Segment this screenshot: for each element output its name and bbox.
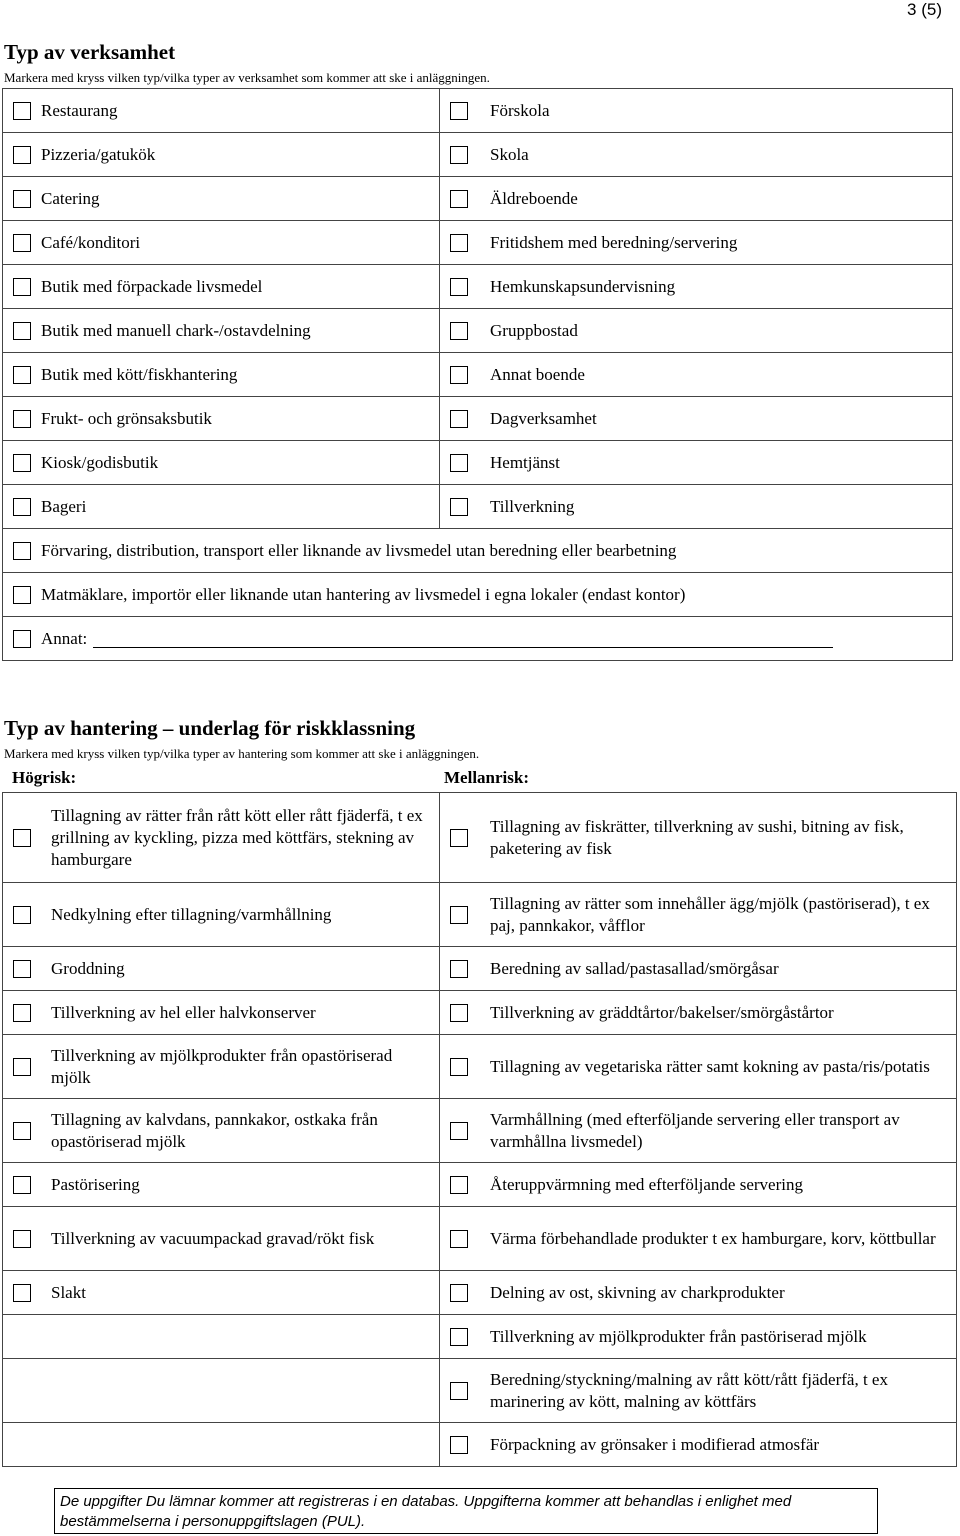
checkbox-label: Tillverkning av vacuumpackad gravad/rökt fisk xyxy=(51,1228,375,1248)
checkbox[interactable] xyxy=(13,454,31,472)
checkbox[interactable] xyxy=(450,960,468,978)
checkbox[interactable] xyxy=(450,454,468,472)
checkbox[interactable] xyxy=(13,1058,31,1076)
hantering-cell xyxy=(3,1035,440,1099)
verksamhet-row xyxy=(3,309,953,353)
verksamhet-row xyxy=(3,485,953,529)
hantering-row xyxy=(3,1099,957,1163)
verksamhet-row xyxy=(3,397,953,441)
checkbox-label: Tillverkning av mjölkprodukter från opastöriserad mjölk xyxy=(51,1045,393,1087)
section-title-verksamhet: Typ av verksamhet xyxy=(4,40,176,64)
checkbox-label: Slakt xyxy=(51,1282,86,1302)
checkbox-label: Tillagning av vegetariska rätter samt kokning av pasta/ris/potatis xyxy=(490,1056,930,1076)
checkbox[interactable] xyxy=(450,146,468,164)
verksamhet-full-row xyxy=(3,573,953,617)
checkbox[interactable] xyxy=(13,190,31,208)
checkbox[interactable] xyxy=(13,146,31,164)
checkbox[interactable] xyxy=(450,1284,468,1302)
checkbox[interactable] xyxy=(13,102,31,120)
checkbox[interactable] xyxy=(450,1004,468,1022)
hantering-row xyxy=(3,1163,957,1207)
section-subtitle-verksamhet: Markera med kryss vilken typ/vilka typer av verksamhet som kommer att ske i anläggningen. xyxy=(4,70,490,85)
checkbox-label: Nedkylning efter tillagning/varmhållning xyxy=(51,904,332,924)
verksamhet-row xyxy=(3,133,953,177)
header-mellanrisk: Mellanrisk: xyxy=(444,768,529,787)
checkbox-label: Frukt- och grönsaksbutik xyxy=(41,408,212,428)
verksamhet-row xyxy=(3,89,953,133)
checkbox-label: Hemkunskapsundervisning xyxy=(490,276,676,296)
checkbox[interactable] xyxy=(13,1122,31,1140)
hantering-cell xyxy=(3,947,440,991)
checkbox-label: Matmäklare, importör eller liknande utan hantering av livsmedel i egna lokaler (endast kontor) xyxy=(41,584,686,604)
hantering-cell xyxy=(3,1423,440,1467)
section-subtitle-hantering: Markera med kryss vilken typ/vilka typer av hantering som kommer att ske i anläggningen. xyxy=(4,746,480,761)
checkbox[interactable] xyxy=(13,542,31,560)
checkbox-label: Varmhållning (med efterföljande servering eller transport av varmhållna livsmedel) xyxy=(490,1109,900,1151)
checkbox-label: Delning av ost, skivning av charkprodukter xyxy=(490,1282,785,1302)
checkbox-label: Butik med kött/fiskhantering xyxy=(41,364,238,384)
hantering-cell xyxy=(440,1359,957,1423)
page-number: 3 (5) xyxy=(907,0,942,19)
verksamhet-cell xyxy=(440,397,953,441)
checkbox[interactable] xyxy=(13,498,31,516)
hantering-cell xyxy=(440,793,957,883)
checkbox-annat[interactable] xyxy=(13,630,31,648)
verksamhet-row xyxy=(3,177,953,221)
checkbox-label: Tillverkning av gräddtårtor/bakelser/smörgåstårtor xyxy=(490,1002,834,1022)
verksamhet-cell xyxy=(3,133,440,177)
checkbox[interactable] xyxy=(13,906,31,924)
verksamhet-cell xyxy=(3,529,953,573)
checkbox[interactable] xyxy=(13,1284,31,1302)
checkbox-label: Annat boende xyxy=(490,364,585,384)
checkbox[interactable] xyxy=(450,1176,468,1194)
verksamhet-annat-row xyxy=(3,617,953,661)
checkbox[interactable] xyxy=(450,1230,468,1248)
hantering-cell xyxy=(440,1315,957,1359)
verksamhet-row xyxy=(3,353,953,397)
verksamhet-cell xyxy=(440,485,953,529)
checkbox-label: Beredning/styckning/malning av rått kött/rått fjäderfä, t ex marinering av kött, malning av köttfärs xyxy=(490,1369,888,1411)
checkbox-label: Gruppbostad xyxy=(490,320,578,340)
checkbox-label: Tillverkning av mjölkprodukter från pastöriserad mjölk xyxy=(490,1326,867,1346)
checkbox[interactable] xyxy=(450,322,468,340)
checkbox-label: Skola xyxy=(490,144,529,164)
checkbox[interactable] xyxy=(450,102,468,120)
hantering-cell xyxy=(3,883,440,947)
checkbox[interactable] xyxy=(450,498,468,516)
hantering-cell xyxy=(3,1271,440,1315)
checkbox-label: Tillagning av fiskrätter, tillverkning av sushi, bitning av fisk, paketering av fisk xyxy=(490,816,904,858)
hantering-cell xyxy=(440,947,957,991)
verksamhet-cell xyxy=(3,221,440,265)
verksamhet-cell xyxy=(440,221,953,265)
checkbox-label: Tillagning av kalvdans, pannkakor, ostkaka från opastöriserad mjölk xyxy=(51,1109,378,1151)
hantering-cell xyxy=(3,793,440,883)
checkbox[interactable] xyxy=(450,410,468,428)
checkbox[interactable] xyxy=(450,190,468,208)
hantering-cell xyxy=(440,1271,957,1315)
checkbox[interactable] xyxy=(13,366,31,384)
checkbox-label: Förvaring, distribution, transport eller liknande av livsmedel utan beredning eller bearbetning xyxy=(41,540,677,560)
hantering-cell xyxy=(440,1163,957,1207)
hantering-cell xyxy=(3,1099,440,1163)
verksamhet-cell xyxy=(3,89,440,133)
verksamhet-cell xyxy=(3,573,953,617)
verksamhet-cell xyxy=(440,133,953,177)
checkbox-label: Café/konditori xyxy=(41,232,141,252)
checkbox-label: Beredning av sallad/pastasallad/smörgåsar xyxy=(490,958,779,978)
checkbox[interactable] xyxy=(450,234,468,252)
hantering-cell xyxy=(3,1359,440,1423)
hantering-row xyxy=(3,947,957,991)
hantering-row xyxy=(3,1423,957,1467)
checkbox-label: Värma förbehandlade produkter t ex hamburgare, korv, köttbullar xyxy=(490,1228,936,1248)
verksamhet-full-row xyxy=(3,529,953,573)
verksamhet-cell xyxy=(3,485,440,529)
hantering-cell xyxy=(440,991,957,1035)
checkbox-label: Äldreboende xyxy=(490,188,578,208)
checkbox-label: Kiosk/godisbutik xyxy=(41,452,159,472)
checkbox-label: Hemtjänst xyxy=(490,452,560,472)
annat-label: Annat: xyxy=(41,628,88,648)
checkbox[interactable] xyxy=(13,322,31,340)
checkbox-label: Dagverksamhet xyxy=(490,408,597,428)
checkbox[interactable] xyxy=(13,1004,31,1022)
checkbox[interactable] xyxy=(13,586,31,604)
checkbox-label: Återuppvärmning med efterföljande servering xyxy=(490,1174,803,1194)
checkbox-label: Tillverkning xyxy=(490,496,575,516)
checkbox-label: Tillverkning av hel eller halvkonserver xyxy=(51,1002,316,1022)
checkbox-label: Förskola xyxy=(490,100,550,120)
checkbox[interactable] xyxy=(13,410,31,428)
annat-input-line[interactable] xyxy=(93,630,833,648)
header-hogrisk: Högrisk: xyxy=(12,768,77,787)
hantering-cell xyxy=(3,1315,440,1359)
verksamhet-cell xyxy=(440,353,953,397)
checkbox[interactable] xyxy=(450,1436,468,1454)
hantering-row xyxy=(3,793,957,883)
checkbox-label: Groddning xyxy=(51,958,125,978)
footer-notice: De uppgifter Du lämnar kommer att registreras i en databas. Uppgifterna kommer att behandlas i enlighet med bestämmelserna i personuppgiftslagen (PUL). xyxy=(54,1488,878,1534)
verksamhet-cell xyxy=(3,353,440,397)
checkbox[interactable] xyxy=(450,1122,468,1140)
hantering-row xyxy=(3,1035,957,1099)
hantering-row xyxy=(3,1271,957,1315)
checkbox-label: Tillagning av rätter från rått kött eller rått fjäderfä, t ex grillning av kyckling, pizza med köttfärs, stekning av hamburgare xyxy=(51,805,423,869)
section-title-hantering: Typ av hantering – underlag för riskklassning xyxy=(4,716,416,740)
checkbox[interactable] xyxy=(13,1230,31,1248)
verksamhet-cell xyxy=(440,89,953,133)
checkbox[interactable] xyxy=(450,1382,468,1400)
hantering-row xyxy=(3,1315,957,1359)
verksamhet-row xyxy=(3,265,953,309)
hantering-cell xyxy=(3,1207,440,1271)
checkbox[interactable] xyxy=(450,906,468,924)
hantering-row xyxy=(3,1207,957,1271)
hantering-cell xyxy=(440,1099,957,1163)
verksamhet-cell xyxy=(3,397,440,441)
checkbox[interactable] xyxy=(13,234,31,252)
checkbox[interactable] xyxy=(13,960,31,978)
hantering-table xyxy=(2,792,957,1467)
verksamhet-cell xyxy=(3,617,953,661)
verksamhet-cell xyxy=(440,177,953,221)
hantering-row xyxy=(3,1359,957,1423)
checkbox[interactable] xyxy=(450,829,468,847)
checkbox-label: Catering xyxy=(41,188,100,208)
verksamhet-row xyxy=(3,221,953,265)
checkbox-label: Tillagning av rätter som innehåller ägg/mjölk (pastöriserad), t ex paj, pannkakor, våfflor xyxy=(490,893,930,935)
checkbox[interactable] xyxy=(450,278,468,296)
checkbox-label: Fritidshem med beredning/servering xyxy=(490,232,738,252)
verksamhet-row xyxy=(3,441,953,485)
verksamhet-cell xyxy=(3,177,440,221)
hantering-cell xyxy=(3,1163,440,1207)
checkbox-label: Pizzeria/gatukök xyxy=(41,144,156,164)
checkbox[interactable] xyxy=(13,1176,31,1194)
verksamhet-cell xyxy=(440,441,953,485)
hantering-cell xyxy=(440,883,957,947)
hantering-cell xyxy=(3,991,440,1035)
verksamhet-cell xyxy=(3,265,440,309)
hantering-cell xyxy=(440,1207,957,1271)
checkbox[interactable] xyxy=(450,1328,468,1346)
checkbox[interactable] xyxy=(450,1058,468,1076)
checkbox-label: Förpackning av grönsaker i modifierad atmosfär xyxy=(490,1434,820,1454)
hantering-cell xyxy=(440,1423,957,1467)
verksamhet-cell xyxy=(3,441,440,485)
checkbox-label: Butik med förpackade livsmedel xyxy=(41,276,263,296)
verksamhet-table xyxy=(2,88,953,661)
verksamhet-cell xyxy=(3,309,440,353)
checkbox[interactable] xyxy=(13,829,31,847)
checkbox-label: Restaurang xyxy=(41,100,118,120)
verksamhet-cell xyxy=(440,265,953,309)
verksamhet-cell xyxy=(440,309,953,353)
hantering-row xyxy=(3,883,957,947)
hantering-cell xyxy=(440,1035,957,1099)
checkbox[interactable] xyxy=(450,366,468,384)
checkbox[interactable] xyxy=(13,278,31,296)
checkbox-label: Bageri xyxy=(41,496,87,516)
checkbox-label: Butik med manuell chark-/ostavdelning xyxy=(41,320,311,340)
hantering-row xyxy=(3,991,957,1035)
checkbox-label: Pastörisering xyxy=(51,1174,140,1194)
